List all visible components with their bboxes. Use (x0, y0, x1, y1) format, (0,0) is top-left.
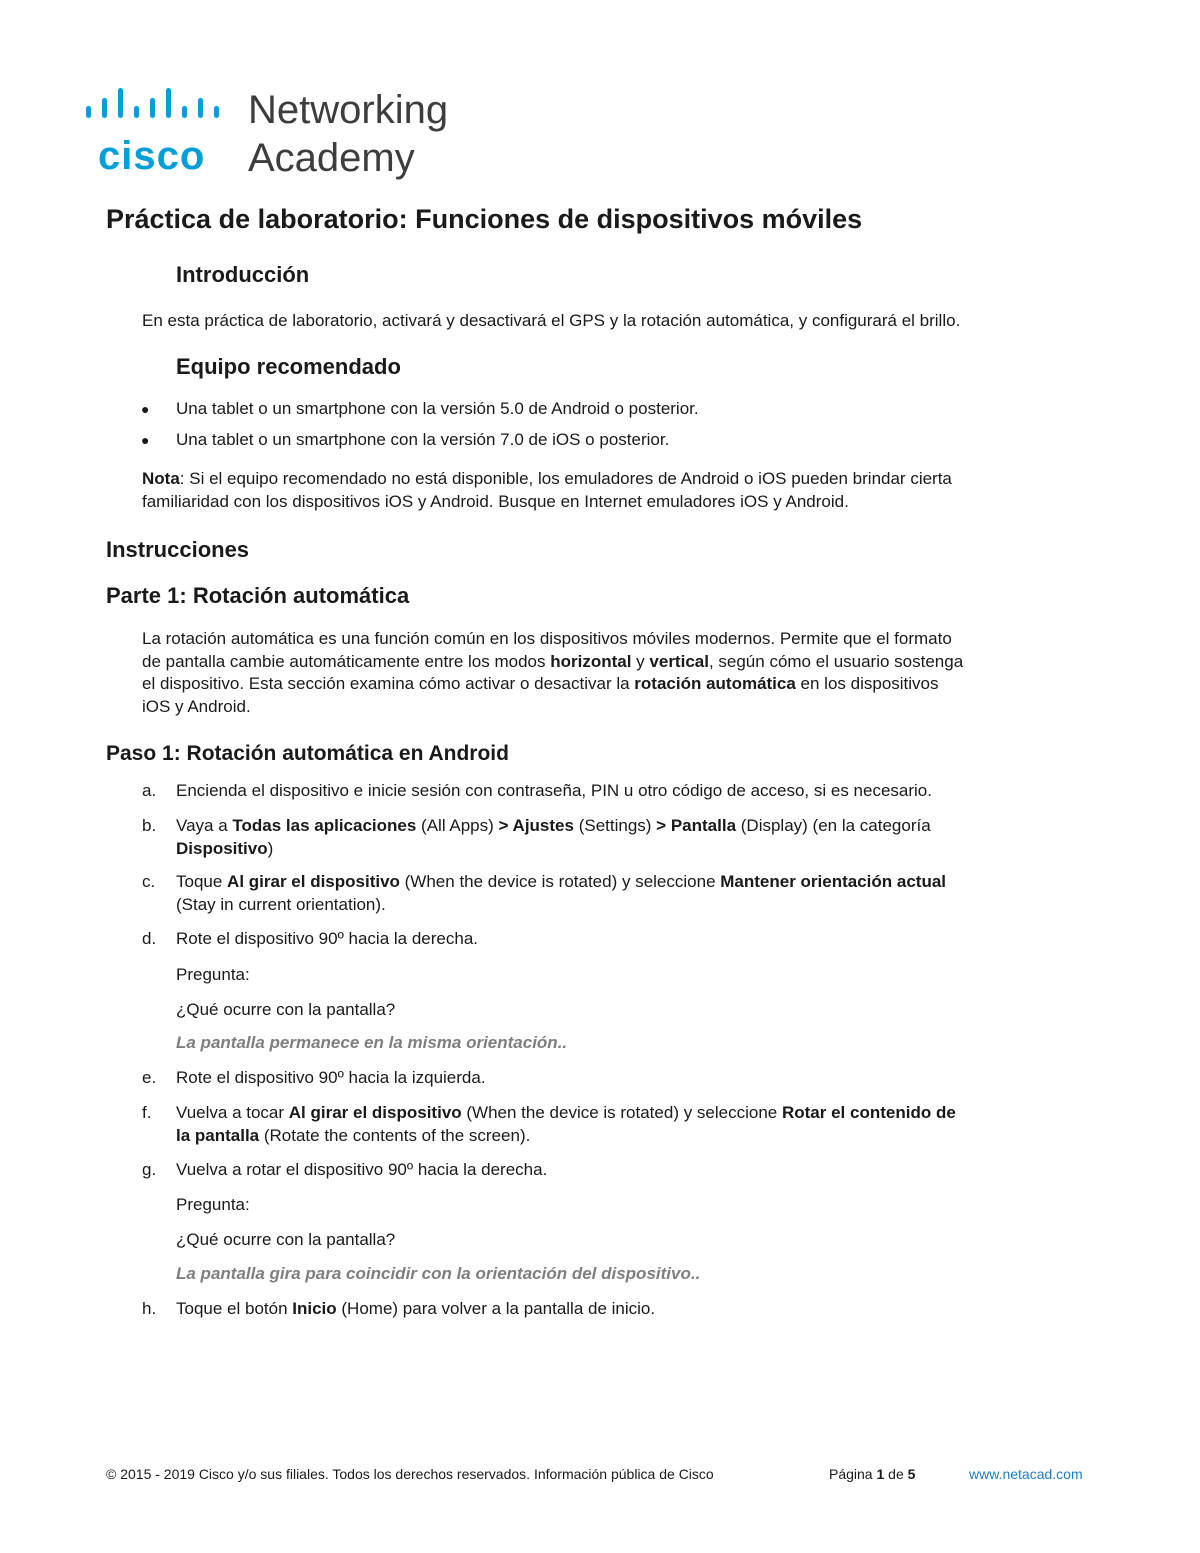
equipment-heading: Equipo recomendado (176, 354, 401, 379)
step-b-text (176, 815, 931, 860)
step-c-text (176, 871, 946, 916)
step1-heading: Paso 1: Rotación automática en Android (106, 742, 509, 765)
step-f-text (176, 1102, 956, 1147)
footer-page-current: 1 (876, 1466, 885, 1482)
step-h-text (176, 1298, 655, 1321)
step-b-5: (Settings) (573, 816, 657, 835)
part1-line2c: y (631, 651, 650, 671)
cisco-wordmark: cisco (98, 134, 206, 178)
step-b-ajustes: > Ajustes (498, 816, 574, 835)
note-text-1: : Si el equipo recomendado no está disponible, los emuladores de Android o iOS pueden brindar cierta (179, 469, 952, 488)
equipment-item: Una tablet o un smartphone con la versión 5.0 de Android o posterior. (176, 399, 699, 418)
step-f-al-girar: Al girar el dispositivo (288, 1103, 462, 1122)
step-b-todas-apps: Todas las aplicaciones (232, 816, 417, 835)
part1-line3a: el dispositivo. Esta sección examina cómo activar o desactivar la (142, 674, 635, 693)
step-b-1: Vaya a (176, 816, 233, 835)
step-b-pantalla: > Pantalla (656, 816, 737, 835)
step-c-5: (Stay in current orientation). (176, 894, 386, 914)
page-footer (106, 1466, 1106, 1486)
step-f-6: (Rotate the contents of the screen). (259, 1125, 531, 1145)
step-h-3: (Home) para volver a la pantalla de inicio. (336, 1299, 656, 1318)
note-text-2: familiaridad con los dispositivos iOS y Android. Busque en Internet emuladores iOS y Android. (142, 491, 849, 511)
equipment-item: Una tablet o un smartphone con la versión 7.0 de iOS o posterior. (176, 430, 670, 449)
step-label-f: f. (142, 1103, 152, 1122)
step-label-c: c. (142, 872, 156, 891)
step-h-1: Toque el botón (176, 1299, 293, 1318)
question-label: Pregunta: (176, 965, 250, 984)
part1-line1: La rotación automática es una función común en los dispositivos móviles modernos. Permite que el formato (142, 629, 952, 648)
step-b-7: (Display) (en la categoría (736, 816, 931, 835)
part1-line2a: de pantalla cambie automáticamente entre los modos (142, 651, 551, 671)
note-label: Nota (142, 469, 180, 488)
step-label-g: g. (142, 1160, 157, 1179)
step-d-text: Rote el dispositivo 90º hacia la derecha. (176, 929, 478, 948)
note-paragraph (142, 468, 952, 513)
step-label-b: b. (142, 816, 157, 835)
step-label-h: h. (142, 1299, 157, 1318)
netacad-link[interactable]: www.netacad.com (969, 1466, 1083, 1482)
step-c-3: (When the device is rotated) y seleccione (399, 872, 721, 891)
step-f-la-pantalla: la pantalla (176, 1125, 260, 1145)
footer-page-total: 5 (907, 1466, 916, 1482)
step-c-al-girar: Al girar el dispositivo (227, 872, 400, 891)
question-answer: La pantalla gira para coincidir con la orientación del dispositivo.. (176, 1264, 701, 1283)
step-b-9: ) (267, 838, 274, 858)
bullet-icon: ● (141, 432, 150, 448)
part1-line4: iOS y Android. (142, 696, 251, 716)
question-text: ¿Qué ocurre con la pantalla? (176, 1230, 396, 1249)
cisco-networking-academy-logo (84, 86, 484, 182)
step-b-3: (All Apps) (416, 816, 499, 835)
step-c-1: Toque (176, 872, 228, 891)
part1-paragraph (142, 628, 963, 718)
part1-heading: Parte 1: Rotación automática (106, 583, 410, 608)
step-f-rotar: Rotar el contenido de (781, 1103, 956, 1122)
logo-academy: Academy (248, 136, 415, 180)
cisco-bridge-icon (84, 88, 234, 128)
part1-bold-vertical: vertical (649, 651, 709, 671)
step-f-3: (When the device is rotated) y seleccione (461, 1103, 782, 1122)
intro-text: En esta práctica de laboratorio, activará y desactivará el GPS y la rotación automática, y configurará el brillo. (142, 311, 961, 330)
step-h-inicio: Inicio (292, 1299, 337, 1318)
question-label: Pregunta: (176, 1195, 250, 1214)
footer-page-number (829, 1466, 915, 1482)
instructions-heading: Instrucciones (106, 537, 250, 562)
step-b-dispositivo: Dispositivo (176, 838, 268, 858)
footer-page-prefix: Página (829, 1466, 877, 1482)
intro-heading: Introducción (176, 262, 310, 287)
part1-line3c: en los dispositivos (795, 674, 939, 693)
step-label-d: d. (142, 929, 157, 948)
step-f-1: Vuelva a tocar (176, 1103, 289, 1122)
footer-copyright: © 2015 - 2019 Cisco y/o sus filiales. Todos los derechos reservados. Información pública de Cisco (106, 1466, 714, 1482)
part1-bold-rotacion: rotación automática (634, 674, 796, 693)
step-e-text: Rote el dispositivo 90º hacia la izquierda. (176, 1068, 486, 1087)
bullet-icon: ● (141, 401, 150, 417)
step-c-mantener: Mantener orientación actual (720, 872, 947, 891)
part1-bold-horizontal: horizontal (550, 651, 632, 671)
step-g-text: Vuelva a rotar el dispositivo 90º hacia la derecha. (176, 1160, 548, 1179)
page-title: Práctica de laboratorio: Funciones de dispositivos móviles (106, 204, 863, 234)
step-a-text: Encienda el dispositivo e inicie sesión con contraseña, PIN u otro código de acceso, si es necesario. (176, 781, 932, 800)
question-answer: La pantalla permanece en la misma orientación.. (176, 1033, 568, 1052)
step-label-a: a. (142, 781, 157, 800)
logo-networking: Networking (248, 88, 449, 132)
part1-line2d: , según cómo el usuario sostenga (708, 651, 964, 671)
question-text: ¿Qué ocurre con la pantalla? (176, 1000, 396, 1019)
step-label-e: e. (142, 1068, 157, 1087)
footer-page-mid: de (884, 1466, 908, 1482)
